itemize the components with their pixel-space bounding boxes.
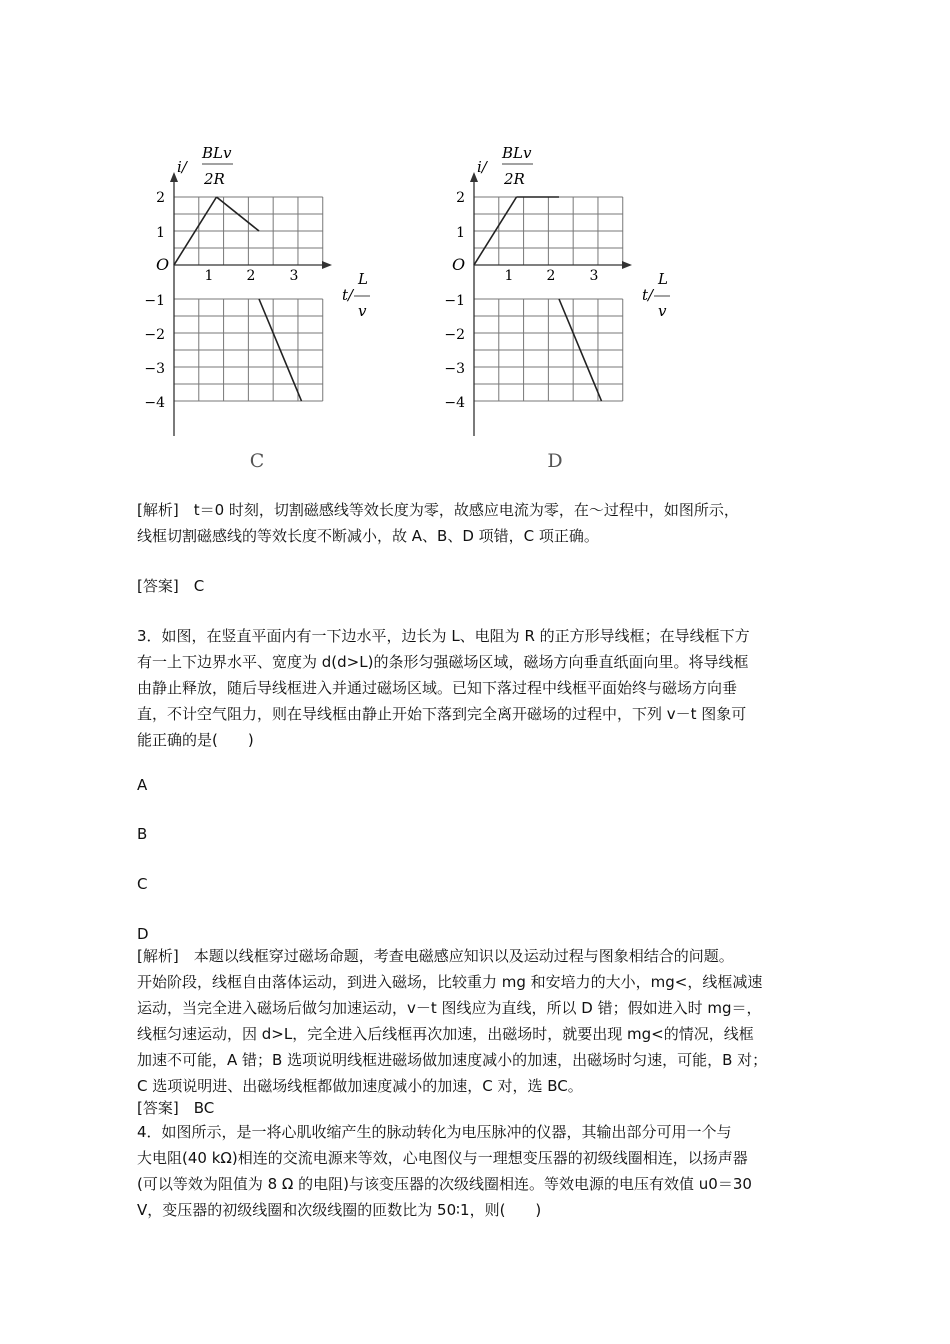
y-tick-label: −2 (444, 327, 465, 343)
y-unit-numerator: BLv (502, 144, 532, 162)
option-b: B (137, 825, 148, 843)
x-tick-label: 3 (589, 268, 599, 284)
question-line: 4．如图所示，是一将心肌收缩产生的脉动转化为电压脉冲的仪器，其输出部分可用一个与 (137, 1123, 732, 1141)
question-line: 3．如图，在竖直平面内有一下边水平，边长为 L、电阻为 R 的正方形导线框；在导线框下方 (137, 627, 750, 645)
graph-grid (174, 197, 323, 401)
graph-d (430, 140, 700, 480)
y-unit-numerator: BLv (202, 144, 232, 162)
option-d: D (137, 925, 149, 943)
x-axis-arrow (322, 261, 332, 269)
graph-axes (470, 172, 632, 436)
analysis-line: 线框匀速运动，因 d>L，完全进入后线框再次加速，出磁场时，就要出现 mg<的情况，线框 (137, 1025, 754, 1043)
x-tick-label: 2 (246, 268, 256, 284)
x-tick-label: 1 (504, 268, 514, 284)
analysis-line: [解析] 本题以线框穿过磁场命题，考查电磁感应知识以及运动过程与图象相结合的问题。 (137, 947, 734, 965)
origin-label: O (452, 255, 466, 274)
analysis-line: 开始阶段，线框自由落体运动，到进入磁场，比较重力 mg 和安培力的大小，mg<，线框减速 (137, 973, 763, 991)
origin-label: O (156, 255, 170, 274)
x-unit-numerator: L (658, 270, 668, 288)
analysis-line: 加速不可能，A 错；B 选项说明线框进磁场做加速度减小的加速，出磁场时匀速，可能，B 对； (137, 1051, 768, 1069)
question-line: V，变压器的初级线圈和次级线圈的匝数比为 50∶1，则( ) (137, 1201, 542, 1219)
x-axis-arrow (622, 261, 632, 269)
question-line: 直，不计空气阻力，则在导线框由静止开始下落到完全离开磁场的过程中，下列 v－t 图象可 (137, 705, 747, 723)
x-tick-label: 3 (289, 268, 299, 284)
graph-axes (170, 172, 332, 436)
x-axis-label: t/ (342, 286, 354, 304)
question-line: (可以等效为阻值为 8 Ω 的电阻)与该变压器的次级线圈相连。等效电源的电压有效值 u0＝30 (137, 1175, 752, 1193)
graph-caption: D (547, 450, 563, 472)
y-tick-label: −3 (444, 361, 465, 377)
analysis-line: 运动，当完全进入磁场后做匀加速运动，v－t 图线应为直线，所以 D 错；假如进入时 mg＝， (137, 999, 762, 1017)
question-line: 有一上下边界水平、宽度为 d(d>L)的条形匀强磁场区域，磁场方向垂直纸面向里。将导线框 (137, 653, 749, 671)
graph-caption: C (249, 450, 265, 472)
x-tick-label: 2 (546, 268, 556, 284)
analysis-line: [解析] t＝0 时刻，切割磁感线等效长度为零，故感应电流为零，在～过程中，如图所示， (137, 501, 739, 519)
y-tick-label: −4 (444, 395, 465, 411)
graph-c (130, 140, 400, 480)
analysis-line: 线框切割磁感线的等效长度不断减小，故 A、B、D 项错，C 项正确。 (137, 527, 599, 545)
answer-line: [答案] C (137, 577, 205, 595)
graph-grid (474, 197, 623, 401)
option-c: C (137, 875, 148, 893)
y-unit-denominator: 2R (204, 170, 225, 188)
y-tick-label: 2 (456, 190, 465, 206)
question-line: 能正确的是( ) (137, 731, 254, 749)
y-tick-label: 2 (156, 190, 165, 206)
answer-line: [答案] BC (137, 1099, 215, 1117)
question-line: 由静止释放，随后导线框进入并通过磁场区域。已知下落过程中线框平面始终与磁场方向垂 (137, 679, 738, 697)
y-tick-label: 1 (156, 225, 165, 241)
y-axis-label: i/ (177, 158, 187, 176)
option-a: A (137, 776, 148, 794)
x-unit-denominator: v (358, 302, 367, 320)
x-tick-label: 1 (204, 268, 214, 284)
y-tick-label: −1 (144, 293, 165, 309)
y-tick-label: −2 (144, 327, 165, 343)
x-unit-denominator: v (658, 302, 667, 320)
y-tick-label: −1 (444, 293, 465, 309)
analysis-line: C 选项说明进、出磁场线框都做加速度减小的加速，C 对，选 BC。 (137, 1077, 583, 1095)
y-tick-label: −4 (144, 395, 165, 411)
y-unit-denominator: 2R (504, 170, 525, 188)
x-unit-numerator: L (358, 270, 368, 288)
y-tick-label: −3 (144, 361, 165, 377)
question-line: 大电阻(40 kΩ)相连的交流电源来等效，心电图仪与一理想变压器的初级线圈相连，以扬声器 (137, 1149, 748, 1167)
y-axis-label: i/ (477, 158, 487, 176)
x-axis-label: t/ (642, 286, 654, 304)
y-tick-label: 1 (456, 225, 465, 241)
